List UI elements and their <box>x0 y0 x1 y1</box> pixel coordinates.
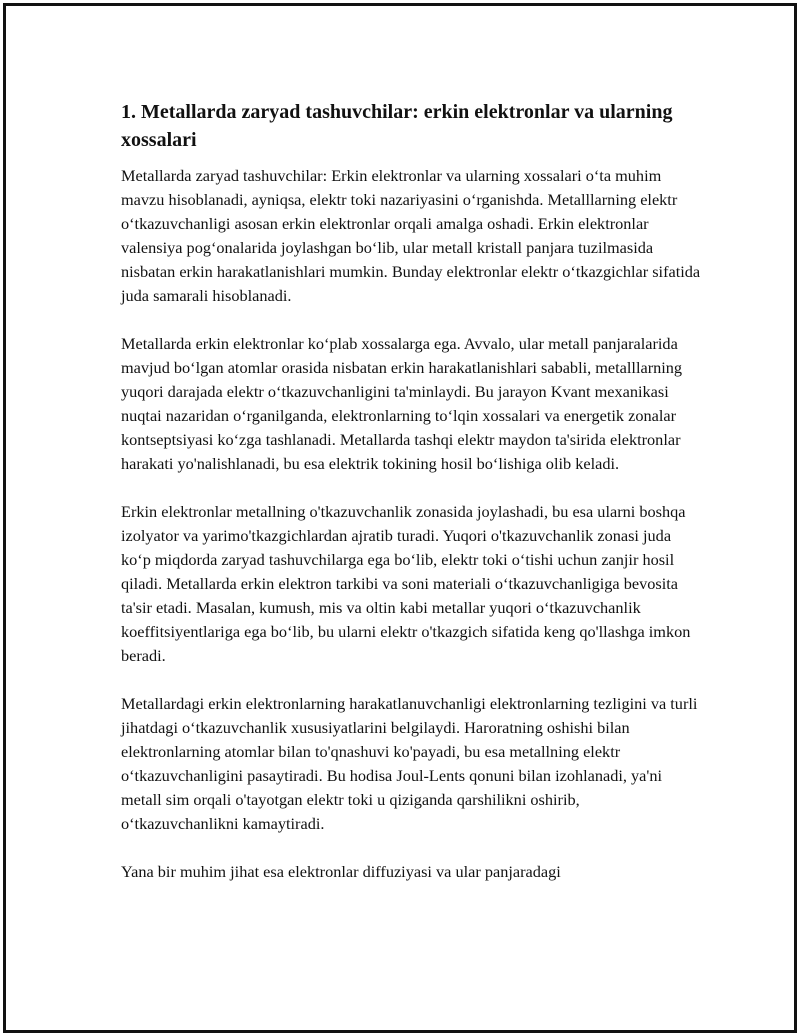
paragraph-4: Metallardagi erkin elektronlarning harakatlanuvchanligi elektronlarning tezligini va turli jihatdagi o‘tkazuvchanlik xususiyatlarini belgilaydi. Haroratning oshishi bilan elektronlarning atomlar bilan to'qnashuvi ko'payadi, bu esa metallning elektr o‘tkazuvchanligini pasaytiradi. Bu hodisa Joul-Lents qonuni bilan izohlanadi, ya'ni metall sim orqali o'tayotgan elektr toki u qiziganda qarshilikni oshirib, o‘tkazuvchanlikni kamaytiradi. <box>121 694 698 833</box>
paragraph-3: Erkin elektronlar metallning o'tkazuvchanlik zonasida joylashadi, bu esa ularni boshqa izolyator va yarimo'tkazgichlardan ajratib turadi. Yuqori o'tkazuvchanlik zonasi juda ko‘p miqdorda zaryad tashuvchilarga ega bo‘lib, elektr toki o‘tishi uchun zanjir hosil qiladi. Metallarda erkin elektron tarkibi va soni materiali o‘tkazuvchanligiga bevosita ta'sir etadi. Masalan, kumush, mis va oltin kabi metallar yuqori o‘tkazuvchanlik koeffitsiyentlariga ega bo‘lib, bu ularni elektr o'tkazgich sifatida keng qo'llashga imkon beradi. <box>121 502 691 665</box>
paragraph-2: Metallarda erkin elektronlar ko‘plab xossalarga ega. Avvalo, ular metall panjaralarida mavjud bo‘lgan atomlar orasida nisbatan erkin harakatlanishlari sababli, metalllarning yuqori darajada elektr o‘tkazuvchanligini ta'minlaydi. Bu jarayon Kvant mexanikasi nuqtai nazaridan o‘rganilganda, elektronlarning to‘lqin xossalari va energetik zonalar kontseptsiyasi ko‘zga tashlanadi. Metallarda tashqi elektr maydon ta'sirida elektronlar harakati yo'nalishlanadi, bu esa elektrik tokining hosil bo‘lishiga olib keladi. <box>121 334 683 473</box>
paragraph-5: Yana bir muhim jihat esa elektronlar diffuziyasi va ular panjaradagi <box>121 862 561 881</box>
paragraph-1: Metallarda zaryad tashuvchilar: Erkin elektronlar va ularning xossalari o‘ta muhim mavzu hisoblanadi, ayniqsa, elektr toki nazariyasini o‘rganishda. Metalllarning elektr o‘tkazuvchanligi asosan erkin elektronlar orqali amalga oshadi. Erkin elektronlar valensiya pog‘onalarida joylashgan bo‘lib, ular metall kristall panjara tuzilmasida nisbatan erkin harakatlanishlari mumkin. Bunday elektronlar elektr o‘tkazgichlar sifatida juda samarali hisoblanadi. <box>121 166 701 305</box>
section-heading: 1. Metallarda zaryad tashuvchilar: erkin elektronlar va ularning xossalari <box>121 101 673 151</box>
page-frame <box>3 3 797 1033</box>
document-body <box>121 98 701 908</box>
